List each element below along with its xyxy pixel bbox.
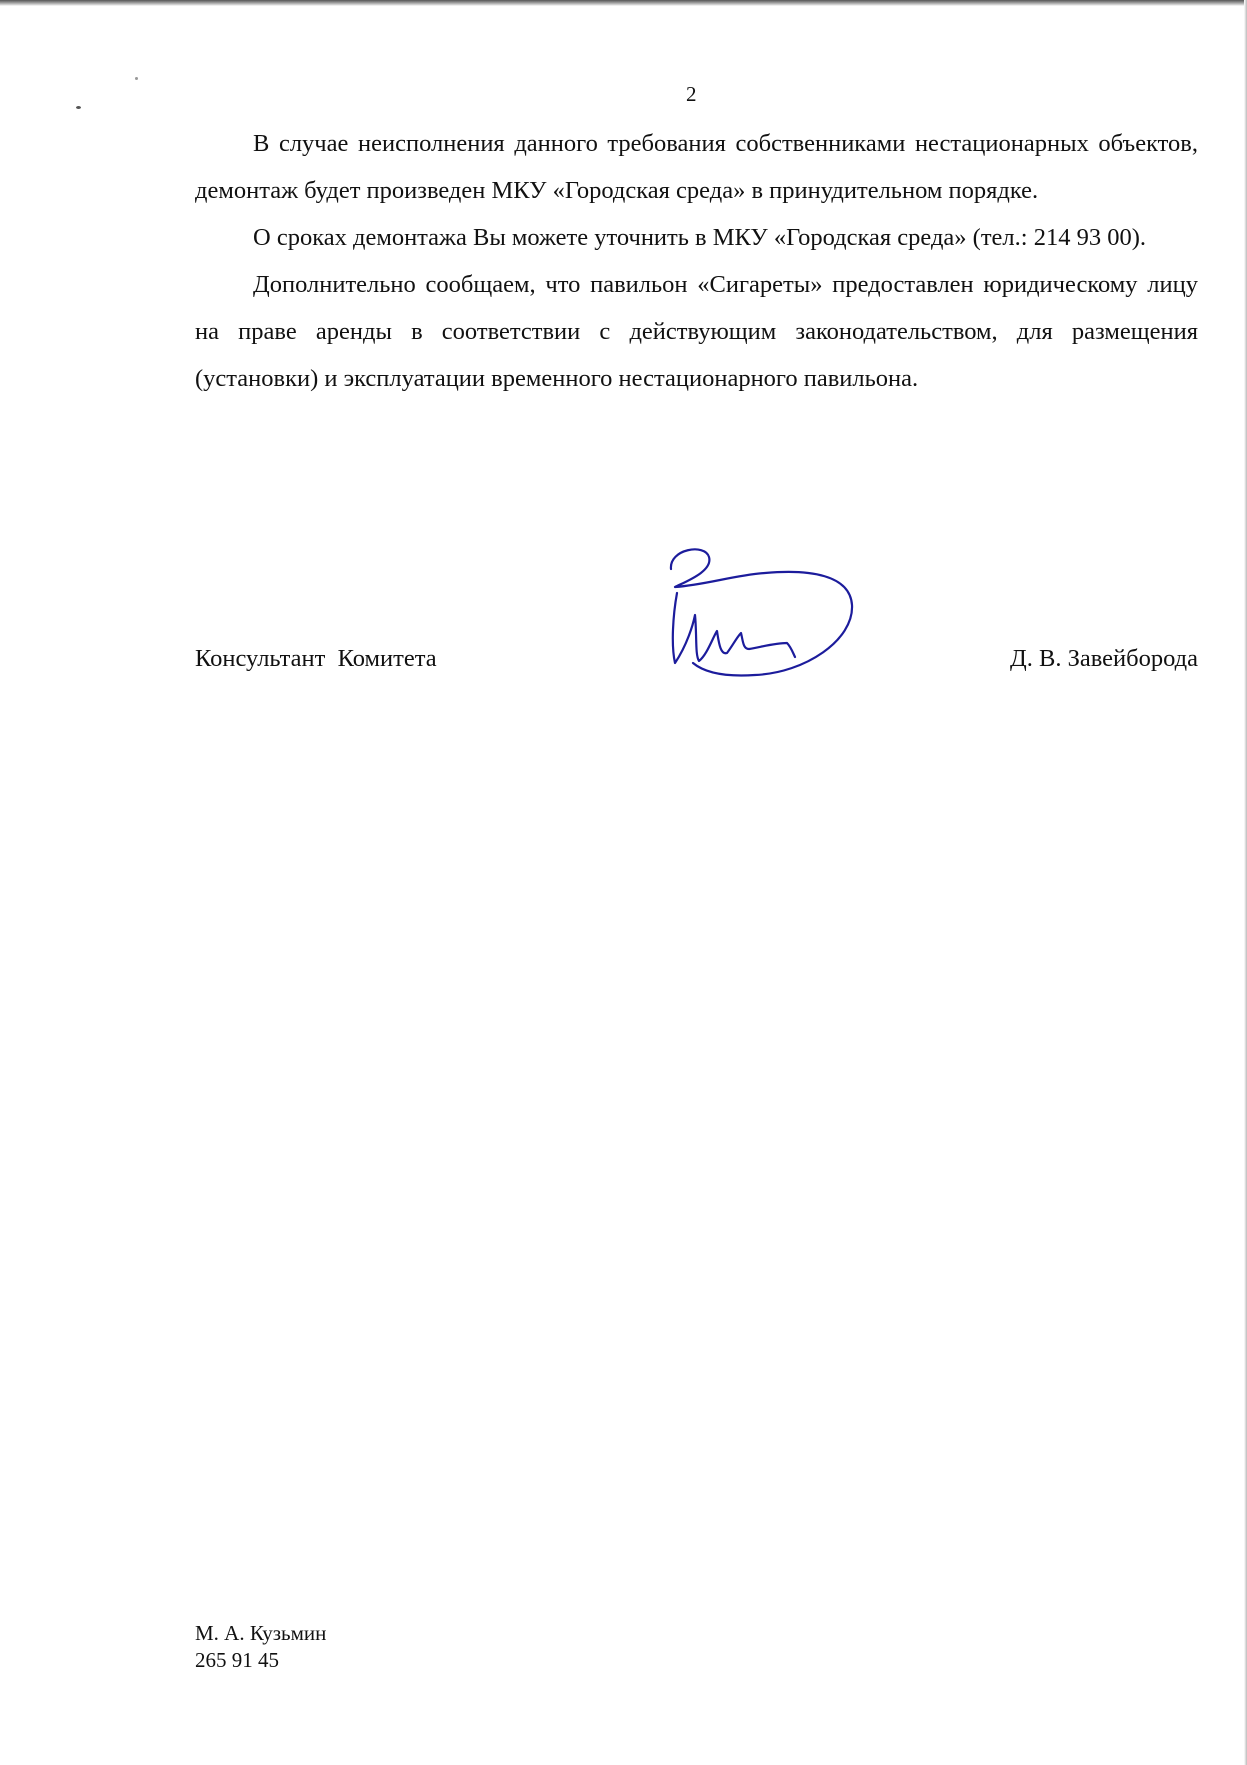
paragraph-demolition-notice: В случае неисполнения данного требования собственниками нестационарных объектов, демонтаж будет произведен МКУ «Городская среда» в принудительном порядке. (195, 130, 1198, 204)
letter-body (195, 120, 1198, 402)
scan-speck (76, 106, 81, 109)
paragraph-demolition-dates: О сроках демонтажа Вы можете уточнить в МКУ «Городская среда» (тел.: 214 93 00). (253, 224, 1146, 251)
signatory-name: Д. В. Завейборода (1010, 645, 1198, 672)
executor-block (195, 1620, 326, 1674)
scan-speck (135, 77, 138, 80)
page-number: 2 (686, 82, 697, 106)
signatory-position: Консультант Комитета (195, 645, 437, 672)
executor-name: М. А. Кузьмин (195, 1621, 327, 1645)
scan-top-edge (0, 0, 1247, 6)
signature-block (195, 624, 1198, 684)
paragraph-pavilion-lease: Дополнительно сообщаем, что павильон «Сигареты» предоставлен юридическому лицу на праве аренды в соответствии с действующим законодательством, для размещения (установки) и эксплуатации временного нестационарного павильона. (195, 271, 1198, 392)
executor-phone: 265 91 45 (195, 1648, 279, 1672)
